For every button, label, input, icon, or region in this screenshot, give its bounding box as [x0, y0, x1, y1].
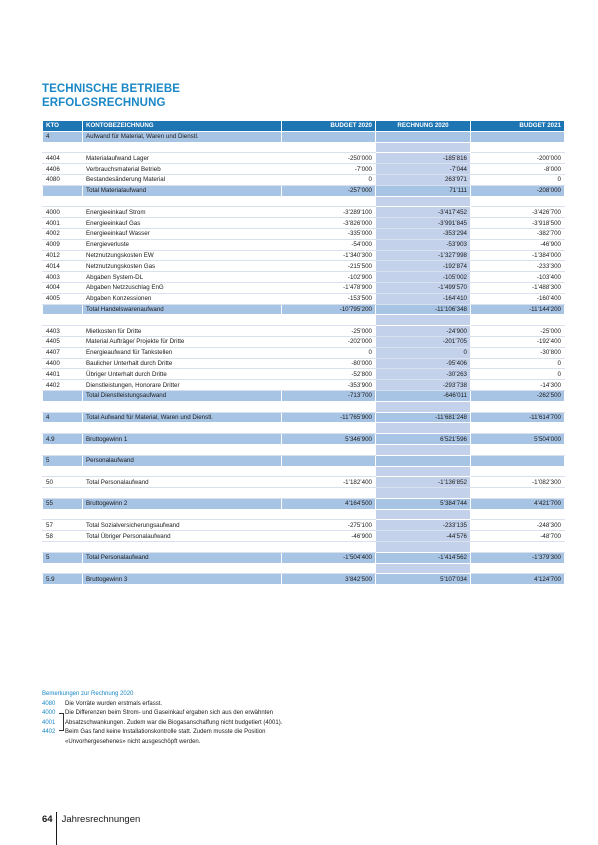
cell-budget-2020: 5’346’900: [282, 434, 376, 445]
table-header-row: [43, 121, 565, 132]
cell-label: Abgaben System-DL: [83, 272, 282, 283]
cell-rechnung-2020: [376, 444, 471, 455]
cell-kto: [43, 542, 83, 553]
cell-rechnung-2020: -353’294: [376, 228, 471, 239]
cell-label: Total Übriger Personalaufwand: [83, 531, 282, 542]
cell-rechnung-2020: -11’681’248: [376, 412, 471, 423]
cell-rechnung-2020: -233’135: [376, 520, 471, 531]
table-row: [43, 207, 565, 218]
cell-rechnung-2020: 5’107’034: [376, 574, 471, 585]
cell-kto: 5: [43, 552, 83, 563]
cell-kto: 4002: [43, 228, 83, 239]
spacer-row: [43, 488, 565, 499]
cell-budget-2021: -46’900: [471, 239, 565, 250]
cell-kto: [43, 390, 83, 401]
cell-budget-2020: -1’340’300: [282, 250, 376, 261]
cell-label: [83, 488, 282, 499]
header-budget-2021: BUDGET 2021: [471, 121, 565, 132]
cell-label: Energieeinkauf Strom: [83, 207, 282, 218]
total-row: [43, 185, 565, 196]
cell-rechnung-2020: -201’705: [376, 336, 471, 347]
cell-label: Netznutzungskosten Gas: [83, 261, 282, 272]
cell-budget-2020: 0: [282, 174, 376, 185]
remark-text: Absatzschwankungen. Zudem war die Biogasanschaffung nicht budgetiert (4001).: [65, 719, 283, 726]
cell-rechnung-2020: [376, 423, 471, 434]
cell-budget-2021: [471, 444, 565, 455]
cell-budget-2021: 0: [471, 358, 565, 369]
cell-rechnung-2020: 6’521’596: [376, 434, 471, 445]
cell-label: Bruttogewinn 1: [83, 434, 282, 445]
cell-rechnung-2020: -53’903: [376, 239, 471, 250]
remark-item: [42, 719, 282, 729]
cell-budget-2020: [282, 142, 376, 153]
cell-label: Dienstleistungen, Honorare Dritter: [83, 380, 282, 391]
cell-rechnung-2020: [376, 488, 471, 499]
table-row: [43, 174, 565, 185]
cell-rechnung-2020: -1’414’562: [376, 552, 471, 563]
cell-label: Personalaufwand: [83, 455, 282, 466]
cell-label: [83, 444, 282, 455]
cell-rechnung-2020: -3’417’452: [376, 207, 471, 218]
cell-label: Total Aufwand für Material, Waren und Dienstl.: [83, 412, 282, 423]
cell-budget-2020: -202’000: [282, 336, 376, 347]
cell-budget-2021: [471, 423, 565, 434]
cell-budget-2020: -54’000: [282, 239, 376, 250]
cell-budget-2021: 0: [471, 174, 565, 185]
cell-label: Total Personalaufwand: [83, 477, 282, 488]
remark-item: [42, 728, 282, 738]
spacer-row: [43, 466, 565, 477]
cell-budget-2021: [471, 509, 565, 520]
cell-budget-2020: 0: [282, 347, 376, 358]
cell-label: Abgaben Konzessionen: [83, 293, 282, 304]
cell-budget-2020: [282, 315, 376, 326]
cell-budget-2021: -3’426’700: [471, 207, 565, 218]
cell-kto: [43, 401, 83, 412]
cell-budget-2020: [282, 131, 376, 142]
cell-budget-2020: -713’700: [282, 390, 376, 401]
table-row: [43, 164, 565, 175]
cell-rechnung-2020: [376, 509, 471, 520]
table-row: [43, 261, 565, 272]
cell-budget-2020: 3’842’500: [282, 574, 376, 585]
cell-budget-2020: -153’500: [282, 293, 376, 304]
cell-rechnung-2020: -192’874: [376, 261, 471, 272]
cell-kto: 4: [43, 412, 83, 423]
total-row: [43, 412, 565, 423]
total-row: [43, 434, 565, 445]
cell-kto: 4004: [43, 282, 83, 293]
spacer-row: [43, 563, 565, 574]
cell-rechnung-2020: -3’991’845: [376, 218, 471, 229]
cell-rechnung-2020: -30’263: [376, 369, 471, 380]
cell-kto: 4401: [43, 369, 83, 380]
cell-budget-2020: -250’000: [282, 153, 376, 164]
remark-account-code: 4000: [42, 710, 56, 716]
spacer-row: [43, 142, 565, 153]
cell-budget-2020: -11’765’900: [282, 412, 376, 423]
cell-budget-2021: -11’144’200: [471, 304, 565, 315]
bracket-icon: [59, 713, 64, 731]
spacer-row: [43, 315, 565, 326]
cell-kto: 58: [43, 531, 83, 542]
cell-label: Baulicher Unterhalt durch Dritte: [83, 358, 282, 369]
cell-kto: 5.9: [43, 574, 83, 585]
section-name: Jahresrechnungen: [61, 814, 141, 825]
cell-budget-2021: -8’000: [471, 164, 565, 175]
cell-budget-2020: -3’289’100: [282, 207, 376, 218]
remark-account-code: 4080: [42, 700, 56, 707]
cell-kto: 4403: [43, 326, 83, 337]
cell-budget-2020: -102’900: [282, 272, 376, 283]
cell-kto: 4001: [43, 218, 83, 229]
cell-rechnung-2020: -7’044: [376, 164, 471, 175]
cell-kto: [43, 466, 83, 477]
cell-kto: [43, 444, 83, 455]
cell-budget-2021: -208’000: [471, 185, 565, 196]
cell-kto: 4: [43, 131, 83, 142]
cell-budget-2020: [282, 509, 376, 520]
cell-rechnung-2020: -44’576: [376, 531, 471, 542]
cell-rechnung-2020: [376, 142, 471, 153]
group-header-row: [43, 131, 565, 142]
cell-label: Netznutzungskosten EW: [83, 250, 282, 261]
table-row: [43, 336, 565, 347]
page-number: 64: [42, 814, 53, 825]
cell-budget-2021: [471, 455, 565, 466]
cell-budget-2021: 0: [471, 369, 565, 380]
cell-rechnung-2020: 71’111: [376, 185, 471, 196]
cell-label: Übriger Unterhalt durch Dritte: [83, 369, 282, 380]
cell-rechnung-2020: [376, 455, 471, 466]
cell-kto: [43, 509, 83, 520]
cell-rechnung-2020: -11’106’348: [376, 304, 471, 315]
cell-label: [83, 509, 282, 520]
cell-rechnung-2020: -1’327’998: [376, 250, 471, 261]
remark-item: [42, 709, 282, 719]
spacer-row: [43, 401, 565, 412]
cell-kto: [43, 142, 83, 153]
table-row: [43, 326, 565, 337]
cell-kto: [43, 185, 83, 196]
cell-label: Material Aufträge/ Projekte für Dritte: [83, 336, 282, 347]
cell-budget-2021: -14’300: [471, 380, 565, 391]
cell-budget-2020: -215’500: [282, 261, 376, 272]
remarks-heading: Bemerkungen zur Rechnung 2020: [42, 691, 134, 697]
cell-budget-2020: -80’000: [282, 358, 376, 369]
remark-account-code: [42, 738, 65, 748]
cell-label: Energieverluste: [83, 239, 282, 250]
cell-budget-2021: [471, 542, 565, 553]
table-row: [43, 153, 565, 164]
cell-label: [83, 196, 282, 207]
cell-budget-2021: 4’421’700: [471, 498, 565, 509]
cell-label: [83, 466, 282, 477]
income-statement-table: [42, 120, 565, 585]
cell-budget-2020: -353’900: [282, 380, 376, 391]
cell-kto: [43, 423, 83, 434]
cell-label: Abgaben Netzzuschlag EnG: [83, 282, 282, 293]
cell-kto: 4080: [43, 174, 83, 185]
cell-budget-2020: [282, 466, 376, 477]
table-row: [43, 272, 565, 283]
cell-label: Total Dienstleistungsaufwand: [83, 390, 282, 401]
cell-rechnung-2020: -105’002: [376, 272, 471, 283]
cell-budget-2021: [471, 142, 565, 153]
cell-label: [83, 401, 282, 412]
remark-text: Die Differenzen beim Strom- und Gaseinkauf ergaben sich aus den erwähnten: [65, 710, 274, 716]
cell-budget-2021: 4’124’700: [471, 574, 565, 585]
cell-kto: 4012: [43, 250, 83, 261]
page-title: [42, 82, 180, 110]
table-row: [43, 369, 565, 380]
cell-rechnung-2020: -646’011: [376, 390, 471, 401]
remark-text: «Unvorhergesehenes» nicht ausgeschöpft werden.: [65, 738, 201, 745]
cell-label: Total Handelswarenaufwand: [83, 304, 282, 315]
cell-budget-2020: [282, 542, 376, 553]
cell-budget-2021: [471, 488, 565, 499]
table-row: [43, 250, 565, 261]
cell-kto: 5: [43, 455, 83, 466]
cell-kto: 4404: [43, 153, 83, 164]
cell-budget-2021: [471, 131, 565, 142]
cell-kto: 4005: [43, 293, 83, 304]
cell-budget-2020: [282, 455, 376, 466]
total-row: [43, 498, 565, 509]
cell-label: Total Sozialversicherungsaufwand: [83, 520, 282, 531]
cell-budget-2021: -48’700: [471, 531, 565, 542]
spacer-row: [43, 509, 565, 520]
cell-label: Total Materialaufwand: [83, 185, 282, 196]
cell-budget-2021: -11’614’700: [471, 412, 565, 423]
table-row: [43, 520, 565, 531]
total-row: [43, 304, 565, 315]
cell-budget-2021: [471, 196, 565, 207]
cell-budget-2021: -382’700: [471, 228, 565, 239]
cell-rechnung-2020: 263’971: [376, 174, 471, 185]
spacer-row: [43, 196, 565, 207]
total-row: [43, 574, 565, 585]
cell-budget-2020: -257’000: [282, 185, 376, 196]
cell-kto: 4405: [43, 336, 83, 347]
cell-budget-2021: -1’379’300: [471, 552, 565, 563]
cell-rechnung-2020: [376, 196, 471, 207]
cell-budget-2021: -1’082’300: [471, 477, 565, 488]
cell-rechnung-2020: [376, 131, 471, 142]
cell-kto: 4.9: [43, 434, 83, 445]
cell-rechnung-2020: [376, 466, 471, 477]
cell-budget-2020: [282, 401, 376, 412]
cell-label: Mietkosten für Dritte: [83, 326, 282, 337]
cell-kto: 57: [43, 520, 83, 531]
group-header-row: [43, 455, 565, 466]
cell-budget-2020: -1’504’400: [282, 552, 376, 563]
table-row: [43, 228, 565, 239]
cell-rechnung-2020: -185’816: [376, 153, 471, 164]
cell-budget-2021: -160’400: [471, 293, 565, 304]
cell-budget-2020: [282, 563, 376, 574]
cell-rechnung-2020: -24’900: [376, 326, 471, 337]
title-line-1: TECHNISCHE BETRIEBE: [42, 83, 180, 95]
cell-rechnung-2020: -164’410: [376, 293, 471, 304]
title-line-2: ERFOLGSRECHNUNG: [42, 97, 166, 109]
remark-item: [42, 700, 282, 710]
cell-budget-2020: -52’800: [282, 369, 376, 380]
cell-budget-2021: -25’000: [471, 326, 565, 337]
cell-rechnung-2020: [376, 542, 471, 553]
table-row: [43, 293, 565, 304]
table-row: [43, 282, 565, 293]
cell-kto: 4014: [43, 261, 83, 272]
table-row: [43, 239, 565, 250]
cell-kto: [43, 563, 83, 574]
cell-kto: 4402: [43, 380, 83, 391]
cell-kto: [43, 488, 83, 499]
cell-label: Energieeinkauf Gas: [83, 218, 282, 229]
remarks-list: [42, 700, 282, 748]
remark-item: [42, 738, 282, 748]
cell-budget-2020: -25’000: [282, 326, 376, 337]
total-row: [43, 390, 565, 401]
cell-kto: 4009: [43, 239, 83, 250]
cell-label: Energieaufwand für Tankstellen: [83, 347, 282, 358]
table-row: [43, 347, 565, 358]
cell-budget-2020: -335’000: [282, 228, 376, 239]
cell-label: Bruttogewinn 2: [83, 498, 282, 509]
cell-rechnung-2020: -293’738: [376, 380, 471, 391]
spacer-row: [43, 423, 565, 434]
total-row: [43, 552, 565, 563]
cell-label: Bruttogewinn 3: [83, 574, 282, 585]
cell-budget-2021: [471, 563, 565, 574]
cell-rechnung-2020: 0: [376, 347, 471, 358]
cell-budget-2021: -3’918’500: [471, 218, 565, 229]
cell-label: [83, 315, 282, 326]
cell-budget-2021: -30’800: [471, 347, 565, 358]
cell-label: [83, 542, 282, 553]
cell-budget-2020: -3’826’000: [282, 218, 376, 229]
cell-budget-2020: -1’478’900: [282, 282, 376, 293]
cell-label: [83, 563, 282, 574]
cell-budget-2021: [471, 401, 565, 412]
header-budget-2020: BUDGET 2020: [282, 121, 376, 132]
table-body: [43, 131, 565, 584]
remark-text: Die Vorräte wurden erstmals erfasst.: [65, 700, 163, 707]
cell-budget-2021: -1’384’000: [471, 250, 565, 261]
header-kontobezeichnung: KONTOBEZEICHNUNG: [83, 121, 282, 132]
cell-budget-2020: [282, 423, 376, 434]
cell-budget-2021: -248’300: [471, 520, 565, 531]
cell-label: [83, 142, 282, 153]
cell-label: Energieeinkauf Wasser: [83, 228, 282, 239]
cell-budget-2020: 4’164’500: [282, 498, 376, 509]
cell-rechnung-2020: [376, 401, 471, 412]
cell-budget-2020: -46’900: [282, 531, 376, 542]
cell-rechnung-2020: [376, 315, 471, 326]
cell-budget-2021: -262’500: [471, 390, 565, 401]
table-row: [43, 531, 565, 542]
table-row: [43, 358, 565, 369]
remark-account-code: 4402: [42, 729, 56, 735]
cell-rechnung-2020: -95’406: [376, 358, 471, 369]
cell-kto: [43, 196, 83, 207]
cell-kto: 4000: [43, 207, 83, 218]
cell-rechnung-2020: -1’499’570: [376, 282, 471, 293]
cell-budget-2020: -275’100: [282, 520, 376, 531]
table-row: [43, 218, 565, 229]
cell-budget-2021: [471, 466, 565, 477]
cell-budget-2020: [282, 488, 376, 499]
spacer-row: [43, 542, 565, 553]
cell-budget-2021: 5’504’000: [471, 434, 565, 445]
remark-text: Beim Gas fand keine Installationskontrolle statt. Zudem musste die Position: [65, 729, 266, 735]
cell-rechnung-2020: -1’136’852: [376, 477, 471, 488]
cell-budget-2020: [282, 196, 376, 207]
cell-label: [83, 423, 282, 434]
cell-budget-2021: -200’000: [471, 153, 565, 164]
cell-kto: [43, 315, 83, 326]
cell-label: Aufwand für Material, Waren und Dienstl.: [83, 131, 282, 142]
cell-kto: 4406: [43, 164, 83, 175]
cell-kto: 4003: [43, 272, 83, 283]
table-row: [43, 380, 565, 391]
cell-budget-2020: -7’000: [282, 164, 376, 175]
cell-kto: 55: [43, 498, 83, 509]
cell-label: Bestandesänderung Material: [83, 174, 282, 185]
cell-label: Total Personalaufwand: [83, 552, 282, 563]
cell-rechnung-2020: [376, 563, 471, 574]
header-kto: KTO: [43, 121, 83, 132]
cell-budget-2020: -1’182’400: [282, 477, 376, 488]
cell-rechnung-2020: 5’384’744: [376, 498, 471, 509]
cell-budget-2021: -103’400: [471, 272, 565, 283]
cell-budget-2021: -1’488’300: [471, 282, 565, 293]
cell-label: Materialaufwand Lager: [83, 153, 282, 164]
cell-kto: 50: [43, 477, 83, 488]
cell-budget-2021: -192’400: [471, 336, 565, 347]
page-footer: [42, 814, 140, 826]
remarks-section: [42, 690, 282, 747]
cell-kto: 4400: [43, 358, 83, 369]
cell-budget-2021: [471, 315, 565, 326]
cell-budget-2020: [282, 444, 376, 455]
cell-label: Verbrauchsmaterial Betrieb: [83, 164, 282, 175]
cell-budget-2021: -233’300: [471, 261, 565, 272]
cell-kto: [43, 304, 83, 315]
cell-kto: 4407: [43, 347, 83, 358]
header-rechnung-2020: RECHNUNG 2020: [376, 121, 471, 132]
spacer-row: [43, 444, 565, 455]
cell-budget-2020: -10’795’200: [282, 304, 376, 315]
remark-account-code: 4001: [42, 719, 56, 726]
table-row: [43, 477, 565, 488]
